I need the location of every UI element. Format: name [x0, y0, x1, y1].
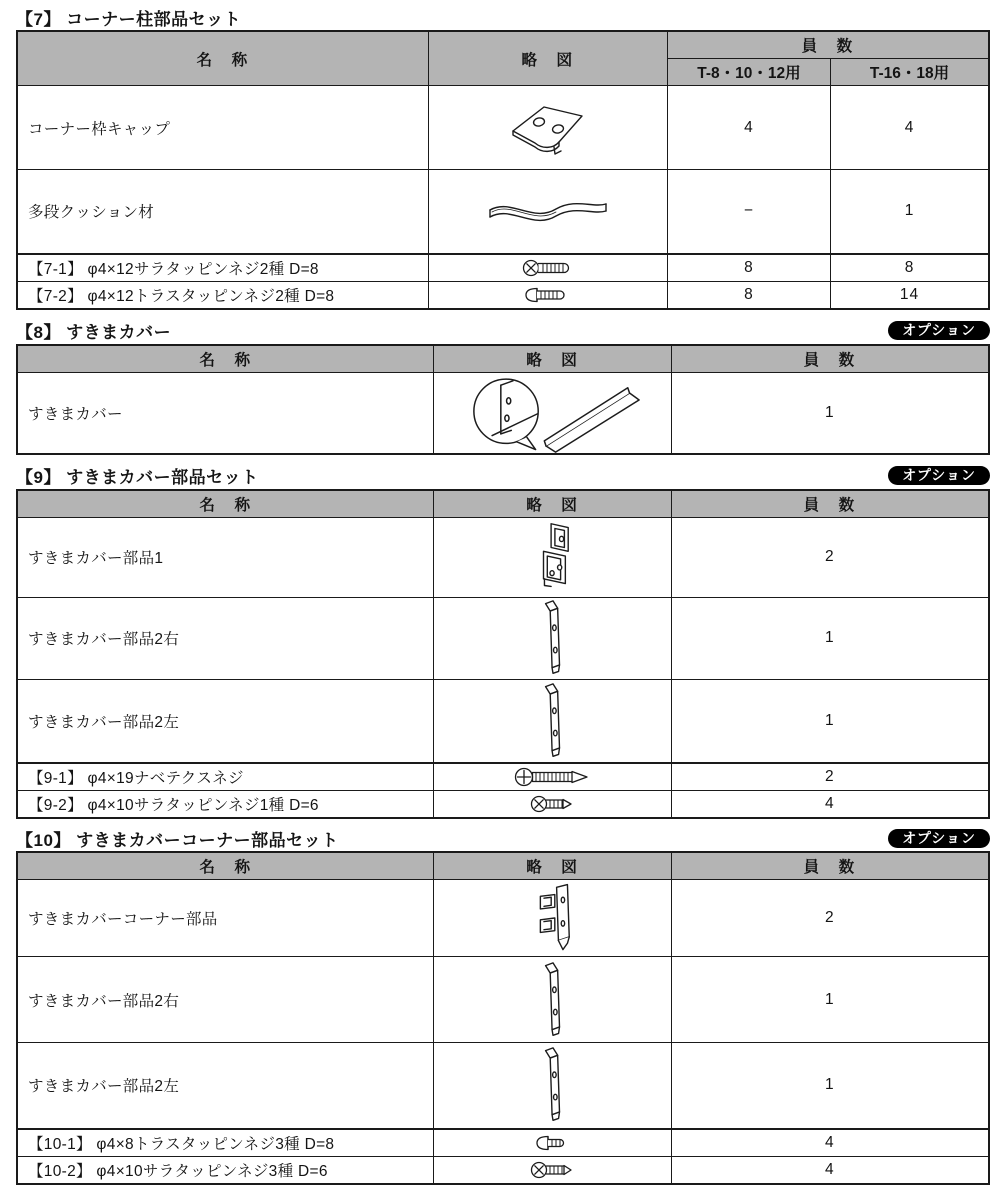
flat-head-short-screw-icon — [434, 1160, 670, 1180]
qty-value: 2 — [671, 763, 989, 791]
table-row — [17, 1129, 989, 1157]
gap-cover-part2-icon — [434, 682, 670, 760]
col-header-name: 名 称 — [17, 852, 434, 880]
part-name: 【7-2】 φ4×12トラスタッピンネジ2種 D=8 — [17, 281, 428, 309]
col-header-name: 名 称 — [17, 345, 434, 373]
section-7-title-text: 【7】 コーナー柱部品セット — [16, 9, 242, 29]
qty-value: 2 — [671, 517, 989, 597]
gap-cover-part2-icon — [434, 961, 670, 1039]
section-10-title — [16, 825, 990, 851]
parts-table-9 — [16, 489, 990, 820]
col-header-sketch: 略 図 — [434, 490, 671, 518]
col-header-name: 名 称 — [17, 490, 434, 518]
table-row — [17, 1156, 989, 1184]
part-name: 【7-1】 φ4×12サラタッピンネジ2種 D=8 — [17, 254, 428, 282]
table-row — [17, 372, 989, 454]
section-10-title-text: 【10】 すきまカバーコーナー部品セット — [16, 830, 339, 850]
qty-value: 1 — [671, 597, 989, 679]
section-7-title — [16, 4, 990, 30]
col-header-qty: 員 数 — [671, 852, 989, 880]
option-badge: オプション — [888, 321, 990, 340]
col-header-qty: 員 数 — [671, 345, 989, 373]
qty-value: − — [667, 170, 830, 254]
part-name: 【9-1】 φ4×19ナベテクスネジ — [17, 763, 434, 791]
qty-value: 1 — [671, 372, 989, 454]
qty-subheader-t8-10-12: T-8・10・12用 — [667, 59, 830, 86]
part-name: コーナー枠キャップ — [17, 86, 428, 170]
part-name: すきまカバー部品2左 — [17, 1043, 434, 1129]
qty-value: 4 — [831, 86, 989, 170]
gap-cover-detail-icon — [434, 373, 670, 453]
gap-cover-corner-part-icon — [434, 881, 670, 955]
col-header-name: 名 称 — [17, 31, 428, 86]
table-row — [17, 880, 989, 957]
parts-table-7 — [16, 30, 990, 310]
table-row — [17, 170, 989, 254]
gap-cover-part1-icon — [434, 519, 670, 595]
qty-value: 1 — [671, 957, 989, 1043]
qty-value: 4 — [671, 1156, 989, 1184]
qty-value: 4 — [671, 791, 989, 819]
qty-value: 1 — [831, 170, 989, 254]
option-badge: オプション — [888, 466, 990, 485]
table-row — [17, 517, 989, 597]
part-name: すきまカバー部品1 — [17, 517, 434, 597]
gap-cover-part2-icon — [434, 599, 670, 677]
table-row — [17, 1043, 989, 1129]
table-row — [17, 679, 989, 763]
section-8-title — [16, 318, 990, 344]
part-name: 【9-2】 φ4×10サラタッピンネジ1種 D=6 — [17, 791, 434, 819]
truss-head-screw-icon — [429, 285, 667, 305]
option-badge: オプション — [888, 829, 990, 848]
pan-head-tek-screw-icon — [434, 766, 670, 788]
part-name: 【10-2】 φ4×10サラタッピンネジ3種 D=6 — [17, 1156, 434, 1184]
cushion-strip-icon — [429, 195, 667, 227]
qty-value: 8 — [667, 254, 830, 282]
flat-head-short-screw-icon — [434, 794, 670, 814]
part-name: すきまカバー部品2右 — [17, 957, 434, 1043]
parts-table-8 — [16, 344, 990, 455]
qty-value: 8 — [667, 281, 830, 309]
part-name: すきまカバー部品2右 — [17, 597, 434, 679]
part-name: すきまカバーコーナー部品 — [17, 880, 434, 957]
table-row — [17, 86, 989, 170]
col-header-qty: 員 数 — [667, 31, 989, 59]
section-9-title — [16, 463, 990, 489]
qty-value: 4 — [667, 86, 830, 170]
qty-value: 4 — [671, 1129, 989, 1157]
part-name: すきまカバー部品2左 — [17, 679, 434, 763]
part-name: 【10-1】 φ4×8トラスタッピンネジ3種 D=8 — [17, 1129, 434, 1157]
table-row — [17, 281, 989, 309]
col-header-sketch: 略 図 — [434, 345, 671, 373]
section-8-title-text: 【8】 すきまカバー — [16, 323, 172, 342]
col-header-sketch: 略 図 — [428, 31, 667, 86]
table-row — [17, 791, 989, 819]
part-name: すきまカバー — [17, 372, 434, 454]
qty-subheader-t16-18: T-16・18用 — [831, 59, 989, 86]
corner-cap-icon — [429, 95, 667, 161]
table-row — [17, 254, 989, 282]
table-row — [17, 597, 989, 679]
col-header-sketch: 略 図 — [434, 852, 671, 880]
qty-value: 8 — [831, 254, 989, 282]
qty-value: 14 — [831, 281, 989, 309]
table-row — [17, 763, 989, 791]
qty-value: 1 — [671, 679, 989, 763]
parts-table-10 — [16, 851, 990, 1185]
gap-cover-part2-icon — [434, 1046, 670, 1124]
qty-value: 2 — [671, 880, 989, 957]
truss-head-short-screw-icon — [434, 1133, 670, 1153]
table-row — [17, 957, 989, 1043]
part-name: 多段クッション材 — [17, 170, 428, 254]
qty-value: 1 — [671, 1043, 989, 1129]
col-header-qty: 員 数 — [671, 490, 989, 518]
section-9-title-text: 【9】 すきまカバー部品セット — [16, 468, 259, 487]
flat-head-screw-icon — [429, 258, 667, 278]
